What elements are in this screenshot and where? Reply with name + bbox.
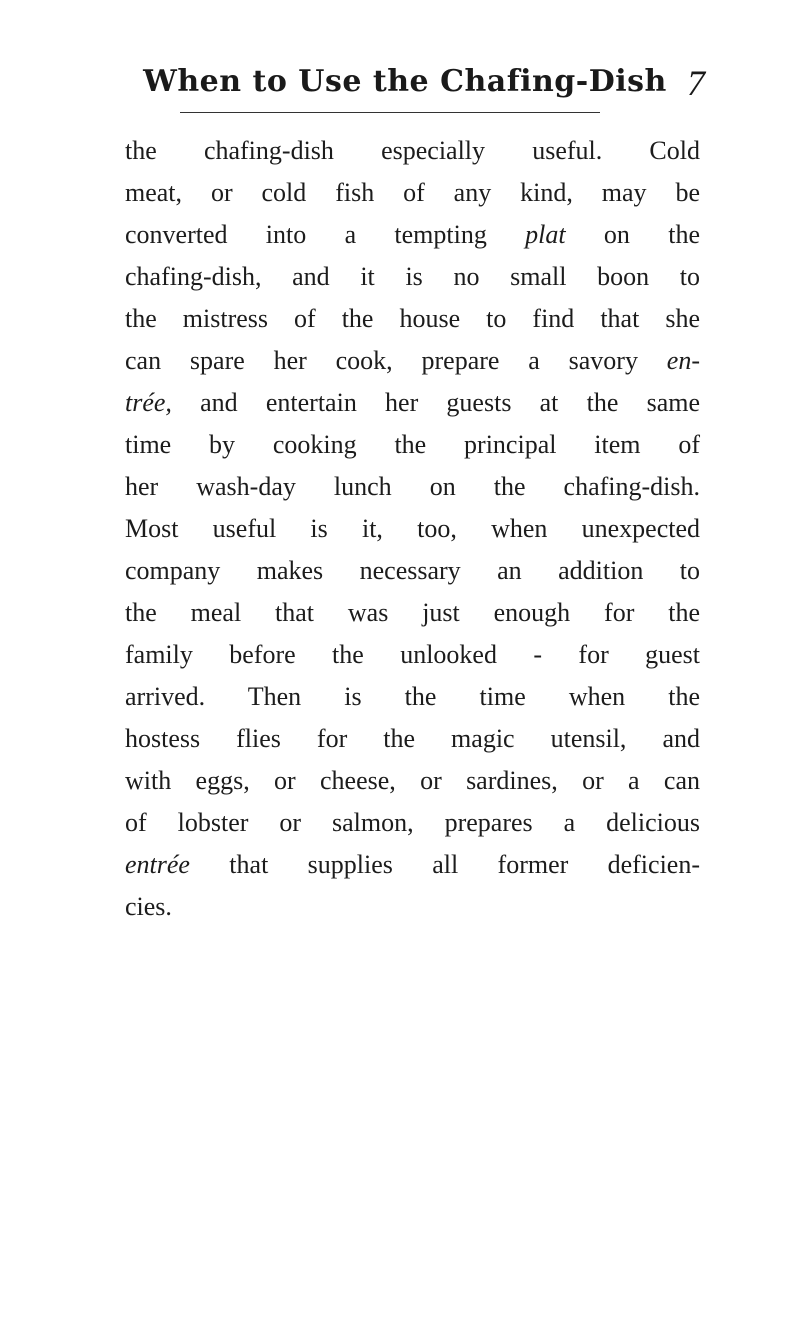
text-line: [125, 298, 700, 340]
text-line: [125, 424, 700, 466]
header-rule: [180, 112, 600, 113]
text-segment: the mistress of the house to find that she: [125, 304, 700, 333]
running-head: [125, 60, 705, 108]
text-line: [125, 130, 700, 172]
text-segment: meat, or cold fish of any kind, may be: [125, 178, 700, 207]
text-segment: that supplies all former deficien-: [189, 850, 700, 879]
text-segment: on the: [565, 220, 700, 249]
text-line: [125, 592, 700, 634]
text-line: [125, 802, 700, 844]
text-segment: of lobster or salmon, prepares a delicious: [125, 808, 700, 837]
text-segment: with eggs, or cheese, or sardines, or a can: [125, 766, 700, 795]
text-line: [125, 382, 700, 424]
text-line: [125, 634, 700, 676]
text-segment: cies.: [125, 892, 172, 921]
text-segment: converted into a tempting: [125, 220, 526, 249]
italic-word: en-: [666, 346, 700, 375]
text-line: [125, 340, 700, 382]
text-line: [125, 550, 700, 592]
italic-word: trée,: [125, 388, 172, 417]
text-segment: hostess flies for the magic utensil, and: [125, 724, 700, 753]
text-segment: Most useful is it, too, when unexpected: [125, 514, 700, 543]
text-line: [125, 718, 700, 760]
page-number: 7: [687, 63, 705, 103]
text-segment: arrived. Then is the time when the: [125, 682, 700, 711]
text-segment: chafing-dish, and it is no small boon to: [125, 262, 700, 291]
body-paragraph: [125, 130, 700, 928]
italic-word: plat: [525, 220, 566, 249]
text-segment: and entertain her guests at the same: [171, 388, 700, 417]
text-segment: her wash-day lunch on the chafing-dish.: [125, 472, 700, 501]
text-line: [125, 844, 700, 886]
text-segment: the meal that was just enough for the: [125, 598, 700, 627]
text-line: [125, 214, 700, 256]
italic-word: entrée: [125, 850, 190, 879]
text-segment: company makes necessary an addition to: [125, 556, 700, 585]
text-line: [125, 466, 700, 508]
text-segment: can spare her cook, prepare a savory: [125, 346, 667, 375]
text-line: [125, 508, 700, 550]
text-line: [125, 172, 700, 214]
running-title: When to Use the Chafing-Dish: [143, 64, 667, 99]
text-line: [125, 760, 700, 802]
text-segment: time by cooking the principal item of: [125, 430, 700, 459]
text-line: [125, 676, 700, 718]
text-segment: the chafing-dish especially useful. Cold: [125, 136, 700, 165]
text-segment: family before the unlooked - for guest: [125, 640, 700, 669]
text-line: [125, 886, 700, 928]
text-line: [125, 256, 700, 298]
